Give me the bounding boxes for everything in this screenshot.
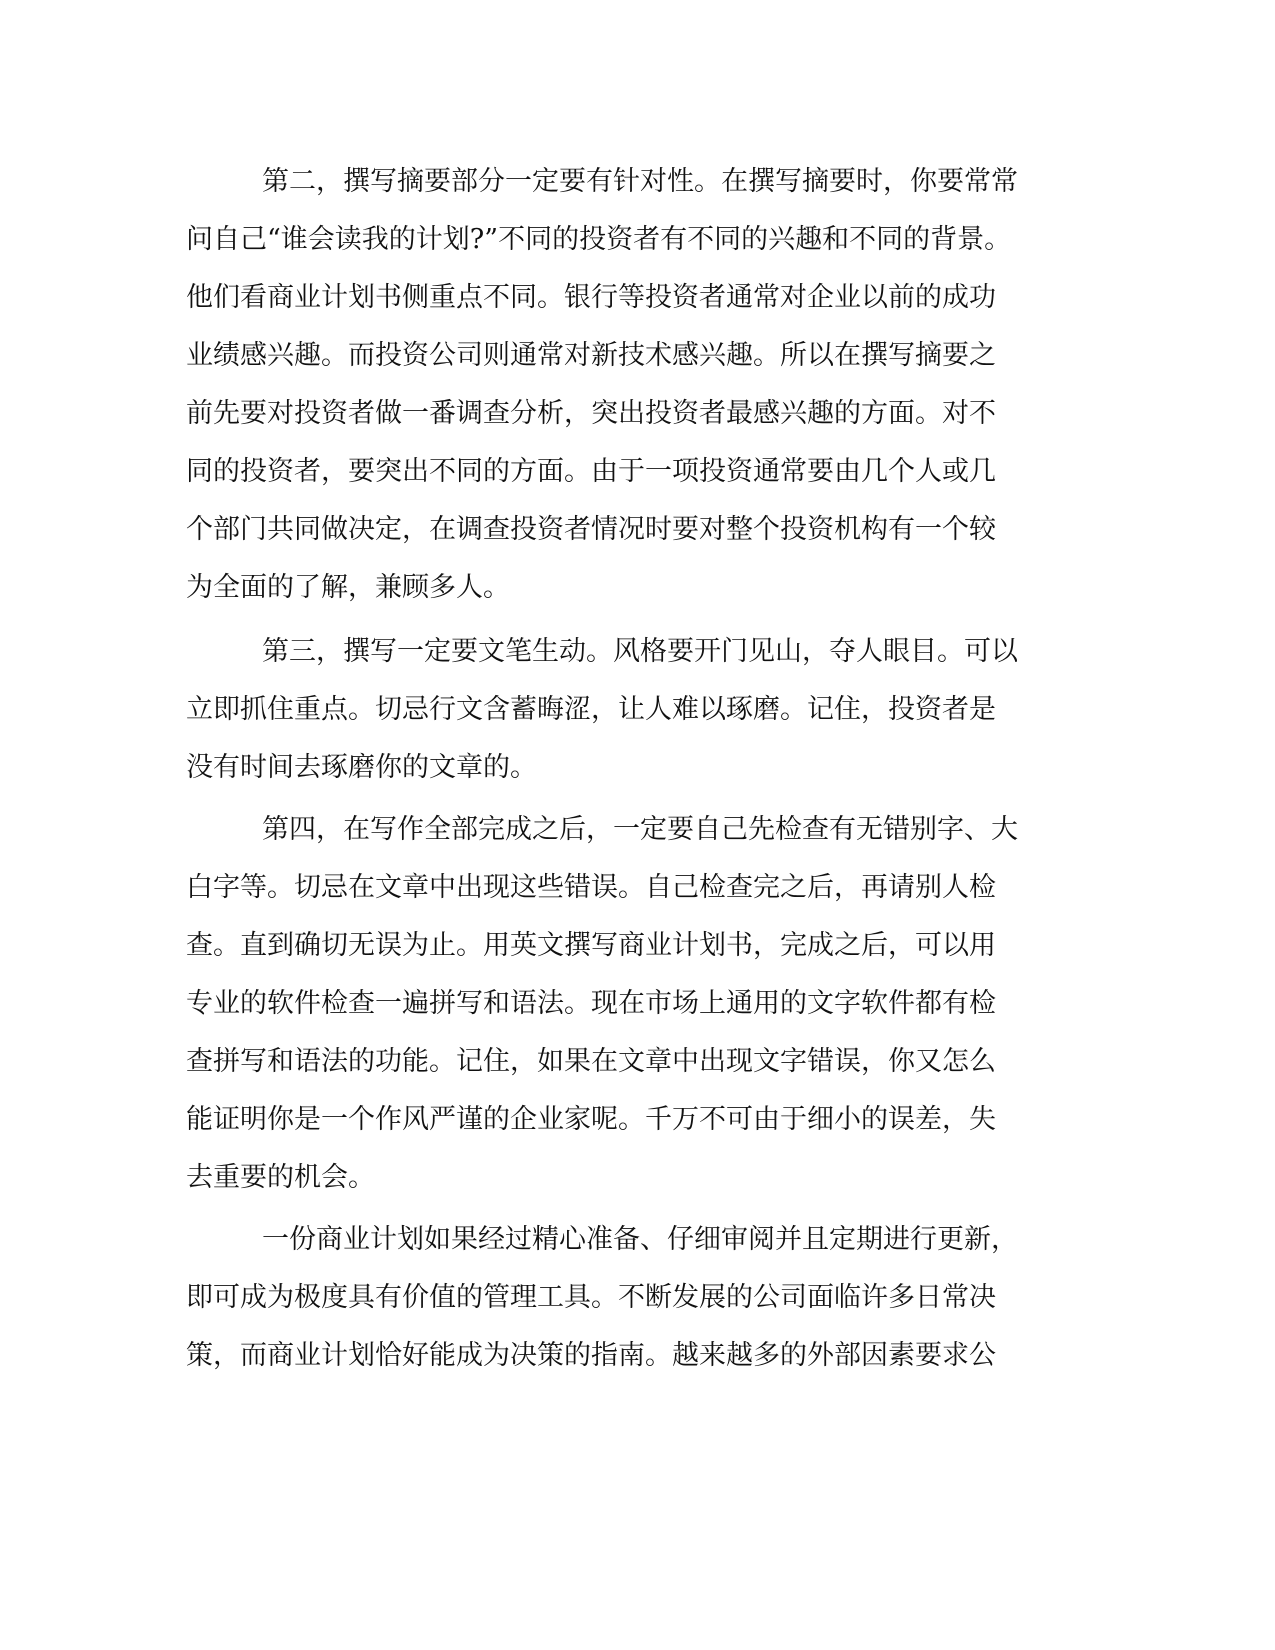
text-line: 立即抓住重点。切忌行文含蓄晦涩，让人难以琢磨。记住，投资者是 [186, 694, 996, 725]
text-line: 第三，撰写一定要文笔生动。风格要开门见山，夺人眼目。可以 [262, 636, 1018, 667]
text-line: 即可成为极度具有价值的管理工具。不断发展的公司面临许多日常决 [186, 1282, 996, 1313]
text-line: 没有时间去琢磨你的文章的。 [186, 752, 537, 783]
text-line: 查。直到确切无误为止。用英文撰写商业计划书，完成之后，可以用 [186, 930, 996, 961]
text-line: 能证明你是一个作风严谨的企业家呢。千万不可由于细小的误差，失 [186, 1104, 996, 1135]
text-line: 第二，撰写摘要部分一定要有针对性。在撰写摘要时，你要常常 [262, 166, 1018, 197]
text-line: 他们看商业计划书侧重点不同。银行等投资者通常对企业以前的成功 [186, 282, 996, 313]
text-line: 个部门共同做决定，在调查投资者情况时要对整个投资机构有一个较 [186, 514, 996, 545]
text-line: 第四，在写作全部完成之后，一定要自己先检查有无错别字、大 [262, 814, 1018, 845]
text-line: 为全面的了解，兼顾多人。 [186, 572, 510, 603]
text-line: 去重要的机会。 [186, 1162, 375, 1193]
text-line: 同的投资者，要突出不同的方面。由于一项投资通常要由几个人或几 [186, 456, 996, 487]
text-line: 策，而商业计划恰好能成为决策的指南。越来越多的外部因素要求公 [186, 1340, 996, 1371]
text-line: 问自己“谁会读我的计划?”不同的投资者有不同的兴趣和不同的背景。 [186, 224, 1012, 255]
text-line: 白字等。切忌在文章中出现这些错误。自己检查完之后，再请别人检 [186, 872, 996, 903]
text-line: 查拼写和语法的功能。记住，如果在文章中出现文字错误，你又怎么 [186, 1046, 996, 1077]
text-line: 前先要对投资者做一番调查分析，突出投资者最感兴趣的方面。对不 [186, 398, 996, 429]
text-line: 业绩感兴趣。而投资公司则通常对新技术感兴趣。所以在撰写摘要之 [186, 340, 996, 371]
text-line: 专业的软件检查一遍拼写和语法。现在市场上通用的文字软件都有检 [186, 988, 996, 1019]
text-line: 一份商业计划如果经过精心准备、仔细审阅并且定期进行更新， [262, 1224, 1018, 1255]
